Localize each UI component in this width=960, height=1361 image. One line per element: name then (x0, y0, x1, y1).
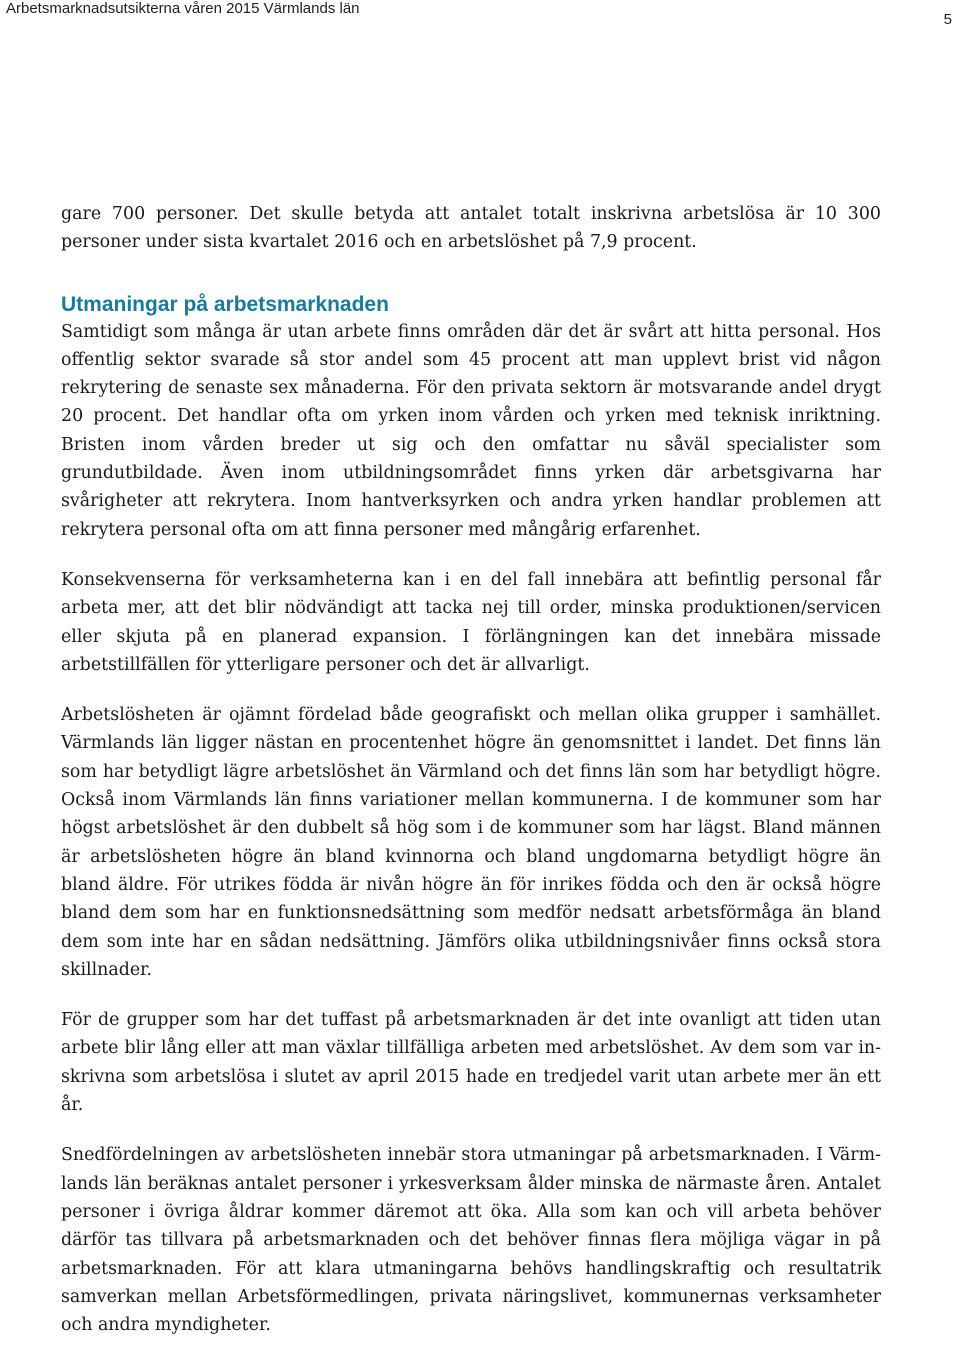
body-paragraph-5: Snedfördelningen av arbetslösheten innebär stora utmaningar på arbetsmarknaden. I Värmlands län beräknas antalet personer i yrkesverksam ålder minska de närmaste åren. Antalet personer i övriga åldrar kommer däremot att öka. Alla som kan och vill arbeta behöver därför tas tillvara på arbetsmarknaden och det behöver finnas flera möjliga vägar in på arbetsmarknaden. För att klara utmaningarna behövs handlingskraftig och resultatrik samverkan mellan Arbetsförmedlingen, privata näringslivet, kommunernas verksamheter och andra myndigheter. (61, 1145, 881, 1336)
body-paragraph-2: Konsekvenserna för verksamheterna kan i en del fall innebära att befintlig personal får arbeta mer, att det blir nödvändigt att tacka nej till order, minska produktionen/servicen eller skjuta på en planerad expansion. I förlängningen kan det innebära missade arbetstillfällen för ytterligare personer och det är allvarligt. (61, 569, 881, 675)
document-body (61, 200, 881, 1361)
page-number: 5 (943, 11, 952, 28)
body-paragraph-4: För de grupper som har det tuffast på arbetsmarknaden är det inte ovanligt att tiden utan arbete blir lång eller att man växlar tillfälliga arbeten med arbetslöshet. Av dem som var inskrivna som arbetslösa i slutet av april 2015 hade en tredjedel varit utan arbete mer än ett år. (61, 1010, 881, 1116)
intro-paragraph: gare 700 personer. Det skulle betyda att antalet totalt inskrivna arbetslösa är 10 300 personer under sista kvartalet 2016 och en arbetslöshet på 7,9 procent. (61, 204, 881, 253)
body-paragraph-3: Arbetslösheten är ojämnt fördelad både geografiskt och mellan olika grupper i samhället. Värmlands län ligger nästan en procentenhet högre än genomsnittet i landet. Det finns län som har betydligt lägre arbetslöshet än Värmland och det finns län som har betydligt högre. Också inom Värmlands län finns variationer mellan kommunerna. I de kommuner som har högst arbetslöshet är den dubbelt så hög som i de kommuner som har lägst. Bland männen är arbetslösheten högre än bland kvinnorna och bland ungdomarna betydligt högre än bland äldre. För utrikes födda är nivån högre än för inrikes födda och den är också högre bland dem som har en funktionsnedsättning som medför nedsatt arbetsförmåga än bland dem som inte har en sådan nedsättning. Jämförs olika utbildningsnivåer finns också stora skillnader. (61, 705, 881, 980)
running-header-title: Arbetsmarknadsutsikterna våren 2015 Värmlands län (6, 0, 360, 17)
page-header (0, 0, 960, 40)
section-heading: Utmaningar på arbetsmarknaden (61, 292, 389, 316)
body-paragraph-1: Samtidigt som många är utan arbete finns områden där det är svårt att hitta personal. Hos offentlig sektor svarade så stor andel som 45 procent att man upplevt brist vid någon rekrytering de senaste sex månaderna. För den privata sektorn är motsvarande andel drygt 20 procent. Det handlar ofta om yrken inom vården och yrken med teknisk inriktning. Bristen inom vården breder ut sig och den omfattar nu såväl specialister som grundutbildade. Även inom utbildningsområdet finns yrken där arbetsgivarna har svårigheter att rekrytera. Inom hantverksyrken och andra yrken handlar problemen att rekrytera personal ofta om att finna personer med mångårig erfarenhet. (61, 321, 881, 540)
